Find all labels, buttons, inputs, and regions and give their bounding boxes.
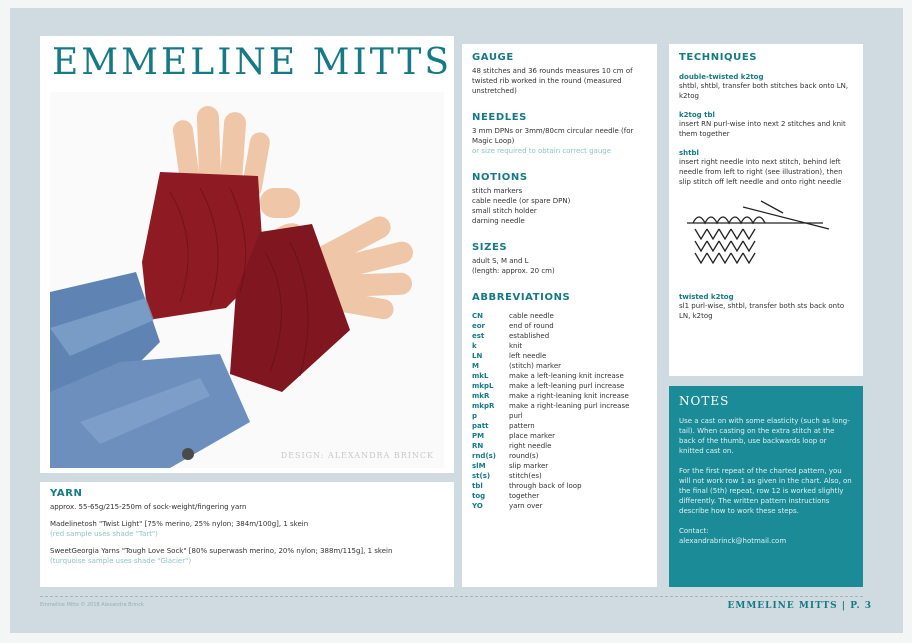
sizes-length: (length: approx. 20 cm) — [472, 267, 555, 275]
abbr-row — [472, 411, 647, 421]
yarn-option-1-note: (red sample uses shade "Tart") — [50, 530, 158, 538]
abbr-row — [472, 361, 647, 371]
abbr-value: yarn over — [509, 502, 543, 510]
abbr-key: k — [472, 342, 477, 350]
photo-credit: DESIGN: ALEXANDRA BRINCK — [280, 451, 434, 460]
title-card — [40, 36, 454, 473]
abbr-row — [472, 331, 647, 341]
abbr-key: RN — [472, 442, 484, 450]
abbr-row — [472, 441, 647, 451]
abbr-row — [472, 341, 647, 351]
contact-email[interactable]: alexandrabrinck@hotmail.com — [679, 537, 787, 545]
abbr-key: CN — [472, 312, 483, 320]
yarn-option-2: SweetGeorgia Yarns "Tough Love Sock" [80% superwash merino, 20% nylon; 388m/115g], 1 skein — [50, 547, 393, 555]
sizes-line: adult S, M and L — [472, 257, 529, 265]
technique-text: insert RN purl-wise into next 2 stitches and knit them together — [679, 120, 846, 138]
abbr-value: established — [509, 332, 550, 340]
technique-text: insert right needle into next stitch, behind left needle from left to right (see illustration), then slip stitch off left needle and onto right needle — [679, 158, 843, 186]
abbr-key: st(s) — [472, 472, 491, 480]
abbr-row — [472, 501, 647, 511]
abbr-key: patt — [472, 422, 489, 430]
abbr-value: cable needle — [509, 312, 554, 320]
abbr-row — [472, 421, 647, 431]
abbr-key: mkpL — [472, 382, 494, 390]
abbr-value: pattern — [509, 422, 535, 430]
contact-label: Contact: — [679, 527, 709, 535]
abbr-row — [472, 481, 647, 491]
abbr-row — [472, 461, 647, 471]
abbr-key: rnd(s) — [472, 452, 497, 460]
needles-heading: NEEDLES — [472, 112, 527, 123]
notion-item: stitch markers — [472, 187, 523, 195]
gauge-text: 48 stitches and 36 rounds measures 10 cm of twisted rib worked in the round (measured unstretched) — [472, 67, 633, 95]
abbr-key: est — [472, 332, 485, 340]
technique-text: sl1 purl-wise, shtbl, transfer both sts back onto LN, k2tog — [679, 302, 845, 320]
abbr-row — [472, 351, 647, 361]
yarn-amount: approx. 55-65g/215-250m of sock-weight/fingering yarn — [50, 503, 247, 511]
technique-title: double-twisted k2tog — [679, 73, 764, 81]
abbr-value: make a left-leaning purl increase — [509, 382, 625, 390]
abbr-value: right needle — [509, 442, 552, 450]
technique-title: twisted k2tog — [679, 293, 734, 301]
sizes-section — [472, 242, 647, 276]
yarn-heading: YARN — [50, 488, 83, 499]
abbr-key: YO — [472, 502, 483, 510]
abbr-value: make a right-leaning knit increase — [509, 392, 629, 400]
abbr-value: round(s) — [509, 452, 539, 460]
yarn-option-1: Madelinetosh "Twist Light" [75% merino, 25% nylon; 384m/100g], 1 skein — [50, 520, 309, 528]
abbr-key: PM — [472, 432, 485, 440]
needles-text: 3 mm DPNs or 3mm/80cm circular needle (for Magic Loop) — [472, 127, 634, 145]
pattern-title: EMMELINE MITTS — [52, 42, 453, 83]
abbr-row — [472, 311, 647, 321]
abbreviations-heading: ABBREVIATIONS — [472, 292, 571, 303]
technique-text: shtbl, shtbl, transfer both stitches back onto LN, k2tog — [679, 82, 849, 100]
abbr-value: knit — [509, 342, 523, 350]
abbr-row — [472, 471, 647, 481]
abbr-value: (stitch) marker — [509, 362, 562, 370]
abbr-key: mkL — [472, 372, 489, 380]
abbr-key: tog — [472, 492, 486, 500]
abbr-value: purl — [509, 412, 523, 420]
notion-item: cable needle (or spare DPN) — [472, 197, 571, 205]
abbr-row — [472, 391, 647, 401]
needles-section — [472, 112, 647, 156]
notions-heading: NOTIONS — [472, 172, 528, 183]
abbr-row — [472, 381, 647, 391]
abbr-value: make a right-leaning purl increase — [509, 402, 630, 410]
abbr-value: together — [509, 492, 540, 500]
gauge-heading: GAUGE — [472, 52, 514, 63]
abbr-key: LN — [472, 352, 483, 360]
abbreviations-section — [472, 292, 647, 511]
footer-page-label: EMMELINE MITTS | P. 3 — [727, 601, 872, 611]
techniques-card — [669, 44, 863, 376]
gauge-section — [472, 52, 647, 96]
notion-item: small stitch holder — [472, 207, 537, 215]
abbr-row — [472, 451, 647, 461]
abbr-key: eor — [472, 322, 486, 330]
abbr-value: end of round — [509, 322, 554, 330]
notions-section — [472, 172, 647, 226]
yarn-card — [40, 482, 454, 587]
abbr-key: tbl — [472, 482, 483, 490]
sizes-heading: SIZES — [472, 242, 508, 253]
abbr-value: make a left-leaning knit increase — [509, 372, 624, 380]
abbr-value: slip marker — [509, 462, 549, 470]
abbr-key: p — [472, 412, 478, 420]
needles-note: or size required to obtain correct gauge — [472, 147, 612, 155]
abbr-key: slM — [472, 462, 486, 470]
technique-title: shtbl — [679, 149, 699, 157]
abbr-key: M — [472, 362, 479, 370]
abbr-value: through back of loop — [509, 482, 582, 490]
abbr-key: mkpR — [472, 402, 495, 410]
notion-item: darning needle — [472, 217, 525, 225]
abbr-row — [472, 371, 647, 381]
notes-heading: NOTES — [679, 394, 730, 408]
notes-card — [669, 386, 863, 587]
details-card — [462, 44, 657, 587]
abbr-row — [472, 321, 647, 331]
abbr-row — [472, 431, 647, 441]
technique-title: k2tog tbl — [679, 111, 715, 119]
abbr-value: stitch(es) — [509, 472, 542, 480]
abbr-row — [472, 401, 647, 411]
footer-divider — [40, 596, 863, 597]
footer-copyright: Emmeline Mitts © 2018 Alexandra Brinck — [40, 602, 144, 608]
abbr-value: place marker — [509, 432, 556, 440]
notes-paragraph: Use a cast on with some elasticity (such as long-tail). When casting on the extra stitch at the back of the thumb, use backwards loop or knitted cast on. — [679, 417, 850, 455]
mitts-illustration — [50, 92, 444, 468]
notes-paragraph: For the first repeat of the charted pattern, you will not work row 1 as given in the chart. Also, on the final (5th) repeat, row 12 is worked slightly differently. The written pattern instructions describe how to work these steps. — [679, 467, 852, 515]
abbr-key: mkR — [472, 392, 490, 400]
abbreviations-list — [472, 311, 647, 511]
yarn-option-2-note: (turquoise sample uses shade "Glacier") — [50, 557, 192, 565]
mitts-photo — [50, 92, 444, 468]
abbr-value: left needle — [509, 352, 547, 360]
abbr-row — [472, 491, 647, 501]
stitch-illustration — [683, 195, 853, 289]
techniques-heading: TECHNIQUES — [679, 52, 758, 63]
